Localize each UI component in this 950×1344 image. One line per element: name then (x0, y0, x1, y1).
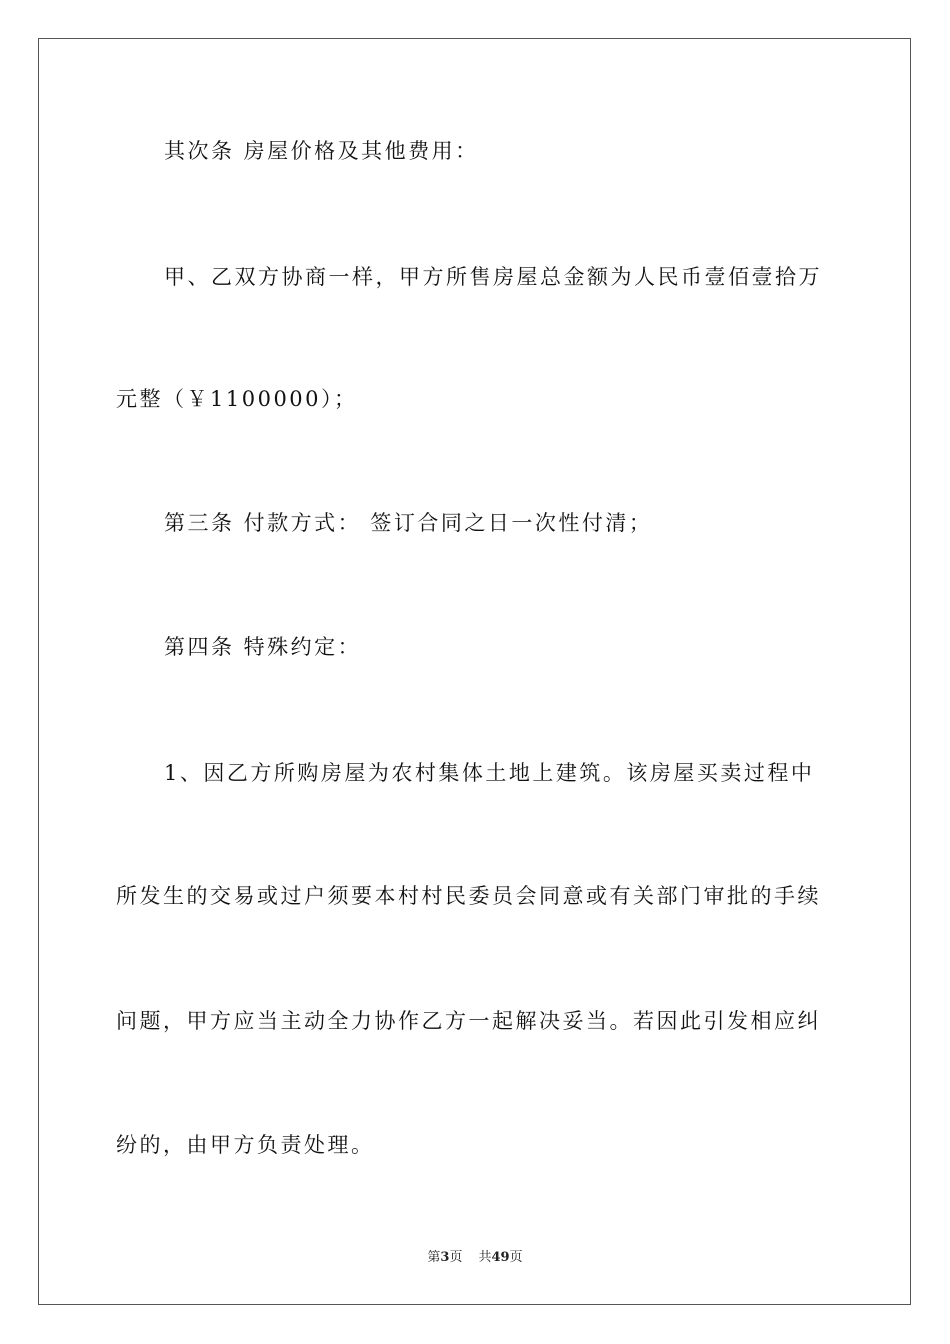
paragraph-line: 元整（￥1100000）； (116, 387, 358, 411)
page-prefix: 第 (427, 1250, 441, 1265)
total-pages: 49 (491, 1250, 510, 1265)
paragraph-line: 1、因乙方所购房屋为农村集体土地上建筑。该房屋买卖过程中 (164, 761, 815, 785)
article-2-heading: 其次条 房屋价格及其他费用： (164, 139, 479, 163)
paragraph-line: 所发生的交易或过户须要本村村民委员会同意或有关部门审批的手续 (116, 884, 821, 908)
total-prefix: 共 (478, 1250, 492, 1265)
page-number: 3 (440, 1250, 450, 1265)
article-4-heading: 第四条 特殊约定： (164, 635, 362, 659)
paragraph-line: 问题，甲方应当主动全力协作乙方一起解决妥当。若因此引发相应纠 (116, 1009, 821, 1033)
total-suffix: 页 (509, 1250, 523, 1265)
paragraph-line: 纷的，由甲方负责处理。 (116, 1133, 375, 1157)
paragraph-line: 甲、乙双方协商一样，甲方所售房屋总金额为人民币壹佰壹拾万 (164, 265, 822, 289)
page-frame (38, 38, 911, 1305)
page-footer (0, 1246, 950, 1265)
page-suffix: 页 (449, 1250, 463, 1265)
article-3-heading: 第三条 付款方式： 签订合同之日一次性付清； (164, 511, 653, 535)
